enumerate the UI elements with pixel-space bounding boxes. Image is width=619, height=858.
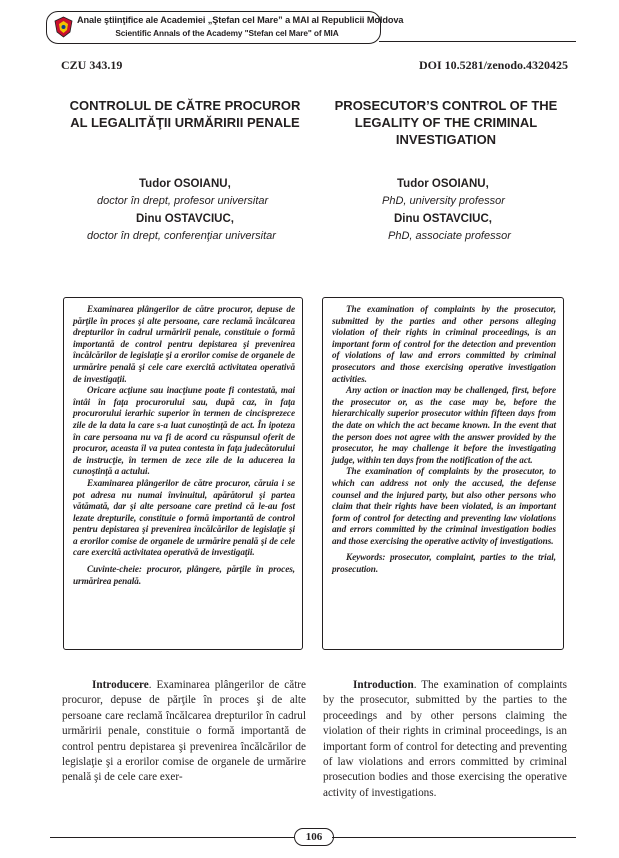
abstract-paragraph: Examinarea plângerilor de către procuror, căruia i se pot adresa nu numai învinuitul, apărătorul şi partea vătămată, dar şi alte persoane care pretind că le-au fost lezate drepturile, constituie o formă importantă de control pentru depistarea şi prevenirea încălcărilor de legislaţie şi a erorilor comise de organele de urmărire penală şi de cele care exercită activitatea operativă de investigaţii. (73, 477, 295, 558)
title-line: INVESTIGATION (395, 132, 497, 147)
author-name: Tudor OSOIANU, (397, 178, 489, 190)
intro-text: . Examinarea plângerilor de către procuror, depuse de părţile în proces şi de alte persoane care reclamă încălcarea drepturilor în cadrul urmăririi penale, constituie o formă importantă de control pentru depistarea şi prevenirea încălcărilor de legislaţie şi a erorilor comise de organele de urmărire penală şi de cele care exer- (62, 679, 306, 784)
title-line: AL LEGALITĂŢII URMĂRIRII PENALE (70, 115, 300, 130)
author-name: Dinu OSTAVCIUC, (394, 213, 492, 225)
introduction-en (323, 678, 567, 801)
author-degree: PhD, university professor (382, 195, 505, 207)
keywords-label: Keywords: (346, 552, 386, 563)
title-line: LEGALITY OF THE CRIMINAL (354, 115, 538, 130)
footer-rule (332, 837, 576, 838)
abstract-paragraph: Examinarea plângerilor de către procuror, depuse de părţile în proces şi alte persoane, care reclamă încălcarea drepturilor în cadrul urmăririi penale, constituie o formă importantă de control pentru depistarea şi prevenirea încălcărilor de legislaţie şi a erorilor comise de organele de urmărire penală şi cele care exercită activitatea operativă de investigaţii. (73, 304, 295, 384)
author-degree: PhD, associate professor (388, 230, 511, 242)
header-rule (379, 41, 576, 42)
intro-text: . The examination of complaints by the prosecutor, submitted by the parties to the proceedings and by other persons claiming the violation of their rights in criminal proceedings, is an important form of control for detecting and preventing of law violations and errors committed by criminal prosecution bodies and those exercising the operative activity of investigations. (323, 679, 567, 799)
article-title-ro (62, 97, 308, 131)
abstract-en (332, 304, 556, 576)
author-name: Dinu OSTAVCIUC, (136, 213, 234, 225)
czu-code: CZU 343.19 (61, 58, 123, 72)
author-degree: doctor în drept, profesor universitar (97, 195, 269, 207)
abstract-paragraph: Oricare acţiune sau inacţiune poate fi contestată, mai întâi în faţa procurorului sau, după caz, în faţa procurorului ierarhic superior în termen de cincisprezece zile de la data la care s-a luat cunoştinţă de act. În ipoteza în care persoana nu va fi de acord cu răspunsul oferit de procuror, aceasta îl va putea contesta în faţa judecătorului de instrucţie, în termen de zece zile de la aducerea la cunoştinţă a actului. (73, 385, 295, 477)
intro-label: Introduction (353, 679, 414, 691)
header-title-ro: Anale ştiinţifice ale Academiei „Ştefan cel Mare” a MAI al Republicii Moldova (77, 15, 404, 25)
article-title-en (326, 97, 566, 148)
keywords-text: prosecutor, complaint, parties to the trial, prosecution. (332, 552, 556, 575)
journal-header (46, 11, 404, 44)
abstract-paragraph: Any action or inaction may be challenged, first, before the prosecutor or, as the case may be, before the hierarchically superior prosecutor within fifteen days from the date on which the act became known. In the event that the person does not agree with the answer provided by the prosecutor, he may challenge it before the investigating judge, within ten days from the notification of the act. (332, 385, 556, 465)
footer-rule (50, 837, 294, 838)
title-line: PROSECUTOR’S CONTROL OF THE (334, 98, 558, 113)
author-name: Tudor OSOIANU, (139, 178, 231, 190)
abstract-ro (73, 304, 295, 587)
intro-label: Introducere (92, 679, 149, 691)
title-line: CONTROLUL DE CĂTRE PROCUROR (69, 98, 301, 113)
keywords-text: procuror, plângere, părţile în proces, urmărirea penală. (73, 564, 295, 586)
doi-link[interactable]: DOI 10.5281/zenodo.4320425 (418, 58, 568, 72)
page-number: 106 (294, 828, 334, 846)
keywords-en (332, 552, 556, 575)
academy-emblem-icon (53, 16, 74, 38)
header-title-en: Scientific Annals of the Academy "Stefan cel Mare" of MIA (115, 28, 339, 38)
keywords-label: Cuvinte-cheie: (87, 564, 142, 575)
author-degree: doctor în drept, conferenţiar universitar (87, 230, 276, 242)
abstract-paragraph: The examination of complaints by the prosecutor, submitted by the parties and other persons alleging violation of their rights in criminal proceedings, is an important form of control for the detection and prevention of violations of law and errors committed by criminal prosecutors and those exercising operative investigation activities. (332, 304, 556, 384)
keywords-ro (73, 564, 295, 587)
abstract-paragraph: The examination of complaints by the prosecutor, to which can address not only the accused, the defense counsel and the injured party, but also other persons who claim that their rights have been violated, is an important form of control for detecting and preventing law violations and errors committed by the criminal investigation bodies and those exercising the operative activity of investigations. (332, 466, 556, 546)
introduction-ro (62, 678, 306, 786)
